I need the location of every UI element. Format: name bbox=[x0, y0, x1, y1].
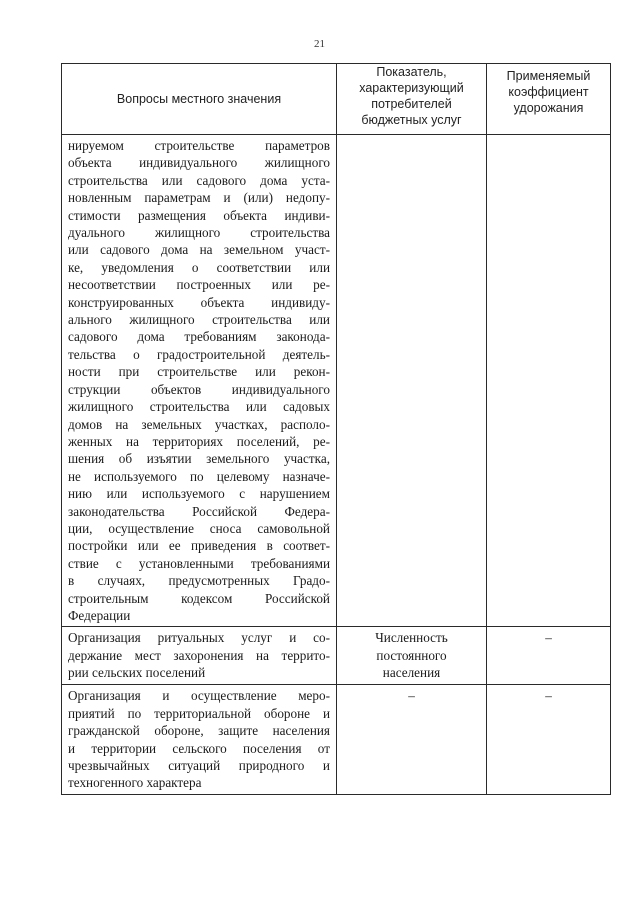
header-indicator-line: характеризующий bbox=[359, 81, 464, 95]
indicator-line: Численность bbox=[375, 630, 448, 646]
table-row bbox=[62, 627, 611, 685]
row-coefficient-cell: – bbox=[487, 627, 611, 685]
issue-text-line: рии сельских поселений bbox=[68, 665, 206, 681]
issue-text-line: шения об изъятии земельного участка, bbox=[68, 451, 330, 467]
page-number: 21 bbox=[314, 38, 325, 50]
issue-text-line: дуального жилищного строительства bbox=[68, 225, 330, 241]
issue-text-line: законодательства Российской Федера- bbox=[68, 503, 330, 519]
header-coefficient bbox=[487, 64, 611, 135]
row-coefficient-cell: – bbox=[487, 685, 611, 794]
issue-text-line: несоответствии построенных или ре- bbox=[68, 277, 330, 293]
issue-text-line: тельства о градостроительной деятель- bbox=[68, 346, 330, 362]
issue-text-line: ции, осуществление сноса самовольной bbox=[68, 520, 330, 536]
row-indicator-cell bbox=[337, 135, 487, 627]
issue-text-line: ального жилищного строительства или bbox=[68, 312, 330, 328]
issue-text-line: садового дома требованиям законода- bbox=[68, 329, 330, 345]
table-header-row bbox=[62, 64, 611, 135]
issue-text-line: ствие с установленными требованиями bbox=[68, 555, 330, 571]
row-coefficient-cell bbox=[487, 135, 611, 627]
issue-text-line: нируемом строительстве параметров bbox=[68, 138, 330, 153]
header-coefficient-line: коэффициент bbox=[508, 85, 589, 99]
row-indicator-cell bbox=[337, 627, 487, 685]
row-issue-cell bbox=[62, 135, 337, 627]
issue-text-line: струкции объектов индивидуального bbox=[68, 381, 330, 397]
issue-text-line: не используемого по целевому назначе- bbox=[68, 468, 330, 484]
header-indicator-line: бюджетных услуг bbox=[361, 113, 462, 127]
issue-text-line: строительным кодексом Российской bbox=[68, 590, 330, 606]
issue-text-line: конструированных объекта индивиду- bbox=[68, 294, 330, 310]
header-indicator bbox=[337, 64, 487, 135]
table-row bbox=[62, 685, 611, 794]
issue-text-line: нию или используемого с нарушением bbox=[68, 486, 330, 502]
row-issue-cell bbox=[62, 685, 337, 794]
issue-text-line: женных на территориях поселений, ре- bbox=[68, 433, 330, 449]
issue-text-line: или садового дома на земельном участ- bbox=[68, 242, 330, 258]
issue-text-line: ке, уведомления о соответствии или bbox=[68, 259, 330, 275]
issue-text-line: ности при строительстве или рекон- bbox=[68, 364, 330, 380]
header-coefficient-line: Применяемый bbox=[506, 69, 591, 83]
header-indicator-line: потребителей bbox=[371, 97, 452, 111]
row-issue-cell bbox=[62, 627, 337, 685]
header-indicator-line: Показатель, bbox=[376, 65, 447, 79]
issue-text-line: техногенного характера bbox=[68, 775, 202, 791]
issue-text-line: жилищного строительства или садовых bbox=[68, 399, 330, 415]
issue-text-line: чрезвычайных ситуаций природного и bbox=[68, 758, 330, 773]
indicator-line: постоянного bbox=[376, 647, 447, 663]
issue-text-line: держание мест захоронения на террито- bbox=[68, 647, 330, 663]
issue-text-line: домов на земельных участках, располо- bbox=[68, 416, 330, 432]
document-table bbox=[61, 63, 611, 795]
header-local-issues: Вопросы местного значения bbox=[62, 64, 337, 135]
issue-text-line: Организация ритуальных услуг и со- bbox=[68, 630, 330, 646]
row-indicator-cell: – bbox=[337, 685, 487, 794]
table-row bbox=[62, 135, 611, 627]
issue-text-line: строительства или садового дома уста- bbox=[68, 172, 330, 188]
issue-text-line: в случаях, предусмотренных Градо- bbox=[68, 573, 330, 589]
issue-text-line: Федерации bbox=[68, 607, 131, 623]
issue-text-line: новленным параметрам и (или) недопу- bbox=[68, 190, 330, 206]
issue-text-line: Организация и осуществление меро- bbox=[68, 688, 330, 704]
issue-text-line: приятий по территориальной обороне и bbox=[68, 705, 330, 721]
issue-text-line: гражданской обороне, защите населения bbox=[68, 723, 330, 739]
issue-text-line: и территории сельского поселения от bbox=[68, 740, 330, 756]
issue-text-line: стимости размещения объекта индиви- bbox=[68, 207, 330, 223]
issue-text-line: объекта индивидуального жилищного bbox=[68, 155, 330, 171]
indicator-line: населения bbox=[382, 665, 441, 681]
header-coefficient-line: удорожания bbox=[513, 101, 584, 115]
issue-text-line: постройки или ее приведения в соответ- bbox=[68, 538, 330, 554]
